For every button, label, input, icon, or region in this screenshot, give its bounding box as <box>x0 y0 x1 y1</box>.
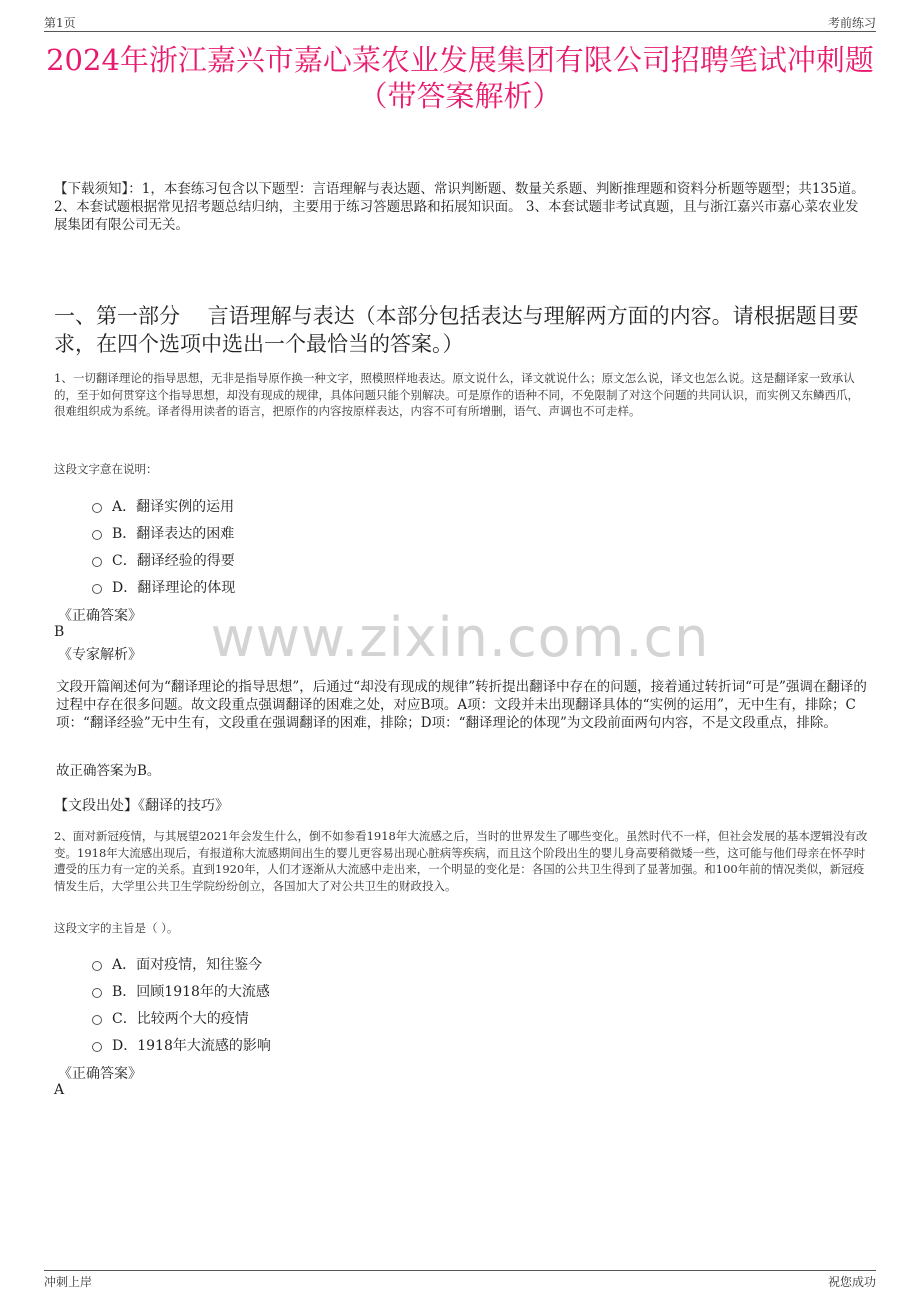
radio-icon[interactable] <box>92 584 102 594</box>
option-label: B．回顾1918年的大流感 <box>112 983 270 1000</box>
option-label: D．翻译理论的体现 <box>112 579 236 596</box>
question-2-text: 2、面对新冠疫情，与其展望2021年会发生什么，倒不如参看1918年大流感之后，当时的世界发生了哪些变化。虽然时代不一样，但社会发展的基本逻辑没有改变。1918年大流感出现后，有报道称大流感期间出生的婴儿更容易出现心脏病等疾病，而且这个阶段出生的婴儿身高要稍微矮一些，这可能与他们母亲在怀孕时遭受的压力有一定的关系。直到1920年，人们才逐渐从大流感中走出来，一个明显的变化是：各国的公共卫生得到了显著加强。和100年前的情况类似，新冠疫情发生后，大学里公共卫生学院纷纷创立，各国加大了对公共卫生的财政投入。 <box>54 829 868 893</box>
question-1-options <box>92 492 235 600</box>
option-b[interactable] <box>92 519 235 546</box>
question-1-analysis-label: 《专家解析》 <box>58 647 142 663</box>
footer-left: 冲刺上岸 <box>44 1275 93 1289</box>
question-1-source: 【文段出处】《翻译的技巧》 <box>54 798 229 814</box>
question-1-conclusion: 故正确答案为B。 <box>56 763 161 779</box>
option-label: C．比较两个大的疫情 <box>112 1010 249 1027</box>
option-label: A．翻译实例的运用 <box>112 498 235 515</box>
option-a[interactable] <box>92 950 271 977</box>
question-1-answer-label: 《正确答案》 <box>58 608 142 624</box>
page-header <box>44 14 876 32</box>
radio-icon[interactable] <box>92 1042 102 1052</box>
radio-icon[interactable] <box>92 961 102 971</box>
question-1-answer: B <box>54 624 65 640</box>
radio-icon[interactable] <box>92 1015 102 1025</box>
option-label: D．1918年大流感的影响 <box>112 1037 271 1054</box>
header-rule <box>44 31 876 32</box>
option-label: A．面对疫情，知往鉴今 <box>112 956 263 973</box>
option-label: B．翻译表达的困难 <box>112 525 235 542</box>
option-b[interactable] <box>92 977 271 1004</box>
option-label: C．翻译经验的得要 <box>112 552 235 569</box>
question-2-prompt: 这段文字的主旨是（ ）。 <box>54 921 179 935</box>
question-2-answer: A <box>54 1082 65 1098</box>
page-footer <box>44 1273 876 1290</box>
question-2-answer-label: 《正确答案》 <box>58 1066 142 1082</box>
watermark: www.zixin.com.cn <box>210 606 710 669</box>
download-notice: 【下载须知】：1，本套练习包含以下题型：言语理解与表达题、常识判断题、数量关系题、判断推理题和资料分析题等题型；共135道。 2、本套试题根据常见招考题总结归纳，主要用于练习答题思路和拓展知识面。 3、本套试题非考试真题，且与浙江嘉兴市嘉心菜农业发展集团有限公司无关。 <box>54 181 865 233</box>
header-label: 考前练习 <box>827 16 876 30</box>
question-1-analysis: 文段开篇阐述何为“翻译理论的指导思想”，后通过“却没有现成的规律”转折提出翻译中存在的问题，接着通过转折词“可是”强调在翻译的过程中存在很多问题。故文段重点强调翻译的困难之处，对应B项。A项：文段并未出现翻译具体的“实例的运用”，无中生有，排除；C项：“翻译经验”无中生有，文段重在强调翻译的困难，排除；D项：“翻译理论的体现”为文段前面两句内容，不是文段重点，排除。 <box>56 679 867 731</box>
question-2-options <box>92 950 271 1058</box>
radio-icon[interactable] <box>92 557 102 567</box>
section-heading: 一、第一部分 言语理解与表达（本部分包括表达与理解两方面的内容。请根据题目要求，在四个选项中选出一个最恰当的答案。） <box>54 304 859 356</box>
radio-icon[interactable] <box>92 988 102 998</box>
option-d[interactable] <box>92 573 235 600</box>
question-1-text: 1、一切翻译理论的指导思想，无非是指导原作换一种文字，照模照样地表达。原文说什么，译文就说什么；原文怎么说，译文也怎么说。这是翻译家一致承认的，至于如何贯穿这个指导思想，却没有现成的规律，具体问题只能个别解决。可是原作的语种不同，不免限制了对这个问题的共同认识，而实例又东鳞西爪，很难组织成为系统。译者得用读者的语言，把原作的内容按原样表达，内容不可有所增删，语气、声调也不可走样。 <box>54 371 859 418</box>
page-number: 第1页 <box>44 16 76 30</box>
question-1-prompt: 这段文字意在说明： <box>54 462 158 476</box>
option-a[interactable] <box>92 492 235 519</box>
radio-icon[interactable] <box>92 530 102 540</box>
footer-right: 祝您成功 <box>827 1275 876 1289</box>
document-title: 2024年浙江嘉兴市嘉心菜农业发展集团有限公司招聘笔试冲刺题（带答案解析） <box>46 43 874 113</box>
option-c[interactable] <box>92 546 235 573</box>
option-c[interactable] <box>92 1004 271 1031</box>
footer-rule <box>44 1270 876 1271</box>
option-d[interactable] <box>92 1031 271 1058</box>
radio-icon[interactable] <box>92 503 102 513</box>
